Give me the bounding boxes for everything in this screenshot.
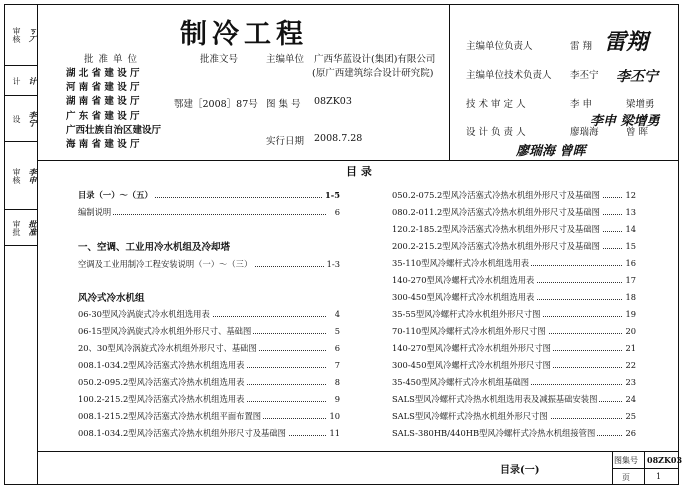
approval-unit: 广 东 省 建 设 厅 xyxy=(66,110,140,122)
toc-entry-label: 200.2-215.2型风冷活塞式冷热水机组外形尺寸及基础图 xyxy=(392,241,600,251)
sidebar-cell xyxy=(4,96,38,142)
atlas-number-label: 图 集 号 xyxy=(266,99,301,110)
toc-leader-dots xyxy=(78,214,326,215)
toc-entry[interactable] xyxy=(78,325,340,337)
approval-unit: 湖 南 省 建 设 厅 xyxy=(66,96,140,108)
approval-unit: 海 南 省 建 设 厅 xyxy=(66,139,140,151)
toc-entry-label: SALS型风冷螺杆式冷热水机组外形尺寸图 xyxy=(392,411,548,421)
footer-page-label: 页 xyxy=(622,473,630,482)
sidebar-cell xyxy=(4,66,38,96)
footer-atlas-number-label: 图集号 xyxy=(614,456,638,465)
approval-sidebar xyxy=(4,4,38,485)
toc-page-number: 21 xyxy=(625,343,636,353)
toc-entry[interactable] xyxy=(78,359,340,371)
responsible-name: 李 申 xyxy=(570,99,593,110)
toc-entry-label: 35-55型风冷螺杆式冷水机组外形尺寸图 xyxy=(392,309,541,319)
toc-entry-label: 008.1-034.2型风冷活塞式冷热水机组外形尺寸及基础图 xyxy=(78,428,286,438)
responsible-name-2: 梁增勇 xyxy=(626,99,655,110)
toc-page-number: 8 xyxy=(334,377,340,387)
toc-entry[interactable] xyxy=(78,393,340,405)
toc-page-number: 20 xyxy=(625,326,636,336)
toc-page-number: 12 xyxy=(625,190,636,200)
approval-unit: 湖 北 省 建 设 厅 xyxy=(66,68,140,79)
chief-unit-name: 广西华蓝设计(集团)有限公司 xyxy=(314,54,436,65)
responsible-name: 廖瑞海 xyxy=(570,127,599,138)
toc-entry[interactable] xyxy=(78,376,340,388)
sidebar-cell-label: 审批 xyxy=(12,219,21,236)
toc-entry-label: 120.2-185.2型风冷活塞式冷热水机组外形尺寸及基础图 xyxy=(392,224,600,234)
toc-entry-label: 35-450型风冷螺杆式冷水机组基础图 xyxy=(392,377,530,387)
toc-page-number: 6 xyxy=(334,343,340,353)
toc-section-heading: 一、空调、工业用冷水机组及冷却塔 xyxy=(78,242,231,253)
toc-entry[interactable] xyxy=(392,274,636,286)
sidebar-cell-label: 审核 xyxy=(12,26,21,43)
toc-entry[interactable] xyxy=(78,308,340,320)
toc-entry-label: SALS型风冷螺杆式冷热水机组选用表及减振基础安装图 xyxy=(392,394,598,404)
toc-entry-label: 140-270型风冷螺杆式冷水机组外形尺寸图 xyxy=(392,343,551,353)
toc-heading: 目 录 xyxy=(346,165,372,178)
toc-entry-label: 空调及工业用制冷工程安装说明（一）～（三） xyxy=(78,259,253,269)
toc-entry-label: 06-30型风冷涡旋式冷水机组选用表 xyxy=(78,309,210,319)
toc-page-number: 25 xyxy=(625,411,636,421)
approval-doc-number: 鄂建［2008］87号 xyxy=(174,99,258,110)
toc-page-number: 14 xyxy=(625,224,636,234)
responsible-name-2: 曾 晖 xyxy=(626,127,649,138)
sidebar-cell-signature: 批准 xyxy=(28,219,37,236)
toc-page-number: 5 xyxy=(334,326,340,336)
toc-entry[interactable] xyxy=(392,410,636,422)
chief-unit-former-name: (原广西建筑综合设计研究院) xyxy=(312,68,434,79)
toc-entry-label: 008.1-215.2型风冷活塞式冷热水机组平面布置图 xyxy=(78,411,262,421)
toc-page-number: 18 xyxy=(625,292,636,302)
toc-entry[interactable] xyxy=(392,240,636,252)
approval-unit: 广西壮族自治区建设厅 xyxy=(66,124,162,136)
toc-entry[interactable] xyxy=(392,376,636,388)
approval-doc-label: 批准文号 xyxy=(200,54,239,65)
page-title: 制冷工程 xyxy=(180,19,308,50)
responsible-signature: 李申 梁增勇 xyxy=(590,114,660,129)
responsible-signature: 廖瑞海 曾晖 xyxy=(516,144,586,159)
toc-entry[interactable] xyxy=(392,189,636,201)
toc-entry-label: 300-450型风冷螺杆式冷水机组选用表 xyxy=(392,292,535,302)
footer-title: 目录(一) xyxy=(500,465,540,476)
toc-entry-label: 编制说明 xyxy=(78,207,112,217)
sidebar-cell-signature: 计 xyxy=(28,76,37,85)
approval-unit: 河 南 省 建 设 厅 xyxy=(66,82,140,94)
toc-entry[interactable] xyxy=(392,291,636,303)
toc-page-number: 24 xyxy=(625,394,636,404)
toc-page-number: 10 xyxy=(329,411,340,421)
toc-page-number: 22 xyxy=(625,360,636,370)
responsible-signature: 李丕宁 xyxy=(616,69,658,85)
toc-entry[interactable] xyxy=(392,427,636,439)
toc-page-number: 1-3 xyxy=(326,259,340,269)
toc-entry[interactable] xyxy=(392,308,636,320)
toc-entry[interactable] xyxy=(78,342,340,354)
header-divider xyxy=(38,160,679,161)
toc-page-number: 7 xyxy=(334,360,340,370)
toc-entry[interactable] xyxy=(78,189,340,201)
toc-entry-label: 目录（一）～（五） xyxy=(78,190,153,200)
toc-entry-label: SALS-380HB/440HB型风冷螺杆式冷热水机组接管图 xyxy=(392,428,596,438)
toc-entry[interactable] xyxy=(78,258,340,270)
header-vertical-divider xyxy=(449,4,450,160)
toc-entry[interactable] xyxy=(392,359,636,371)
toc-page-number: 11 xyxy=(329,428,340,438)
footer-page-number: 1 xyxy=(656,472,662,481)
toc-page-number: 6 xyxy=(334,207,340,217)
toc-page-number: 9 xyxy=(334,394,340,404)
effective-date-label: 实行日期 xyxy=(266,136,305,147)
toc-page-number: 4 xyxy=(334,309,340,319)
toc-entry[interactable] xyxy=(78,427,340,439)
toc-entry-label: 300-450型风冷螺杆式冷水机组外形尺寸图 xyxy=(392,360,551,370)
sidebar-cell-signature: 李申 xyxy=(28,167,37,184)
footer-atlas-number: 08ZK03 xyxy=(647,455,683,465)
toc-entry-label: 20、30型风冷涡旋式冷水机组外形尺寸、基础图 xyxy=(78,343,257,353)
approval-unit-label: 批 准 单 位 xyxy=(84,54,139,65)
toc-entry[interactable] xyxy=(392,206,636,218)
sidebar-cell xyxy=(4,210,38,246)
toc-page-number: 23 xyxy=(625,377,636,387)
toc-entry-label: 080.2-011.2型风冷活塞式冷热水机组外形尺寸及基础图 xyxy=(392,207,600,217)
responsible-role: 技 术 审 定 人 xyxy=(466,99,526,110)
atlas-number: 08ZK03 xyxy=(314,96,352,107)
sidebar-cell xyxy=(4,4,38,66)
toc-entry[interactable] xyxy=(392,393,636,405)
toc-entry[interactable] xyxy=(78,410,340,422)
sidebar-cell-label: 审核 xyxy=(12,167,21,184)
responsible-role: 主编单位技术负责人 xyxy=(466,70,552,81)
toc-entry-label: 050.2-075.2型风冷活塞式冷热水机组外形尺寸及基础图 xyxy=(392,190,600,200)
responsible-name: 李丕宁 xyxy=(570,70,599,81)
responsible-role: 设 计 负 责 人 xyxy=(466,127,526,138)
toc-entry-label: 70-110型风冷螺杆式冷水机组外形尺寸图 xyxy=(392,326,546,336)
sidebar-cell-signature: 李宁 xyxy=(28,110,37,127)
toc-entry[interactable] xyxy=(78,206,340,218)
toc-entry-label: 140-270型风冷螺杆式冷水机组选用表 xyxy=(392,275,535,285)
footer-divider-h xyxy=(612,468,679,469)
toc-entry[interactable] xyxy=(392,257,636,269)
sidebar-cell xyxy=(4,142,38,210)
toc-entry-label: 050.2-095.2型风冷活塞式冷热水机组选用表 xyxy=(78,377,245,387)
chief-unit-label: 主编单位 xyxy=(266,54,305,65)
toc-page-number: 15 xyxy=(625,241,636,251)
toc-entry-label: 06-15型风冷涡旋式冷水机组外形尺寸、基础图 xyxy=(78,326,252,336)
sidebar-cell-signature: ㄎ丆 xyxy=(28,26,37,43)
sidebar-cell-label: 设 xyxy=(12,114,21,123)
toc-page-number: 17 xyxy=(625,275,636,285)
toc-page-number: 16 xyxy=(625,258,636,268)
toc-entry[interactable] xyxy=(392,342,636,354)
toc-section-heading: 风冷式冷水机组 xyxy=(78,293,145,304)
footer-divider xyxy=(38,451,679,452)
toc-entry-label: 35-110型风冷螺杆式冷水机组选用表 xyxy=(392,258,530,268)
responsible-name: 雷 翔 xyxy=(570,41,593,52)
toc-entry[interactable] xyxy=(392,223,636,235)
toc-entry[interactable] xyxy=(392,325,636,337)
toc-page-number: 26 xyxy=(625,428,636,438)
toc-page-number: 19 xyxy=(625,309,636,319)
toc-page-number: 1-5 xyxy=(325,190,340,200)
responsible-signature: 雷翔 xyxy=(604,30,649,55)
toc-entry-label: 008.1-034.2型风冷活塞式冷热水机组选用表 xyxy=(78,360,245,370)
effective-date: 2008.7.28 xyxy=(314,133,363,144)
sidebar-cell-label: 计 xyxy=(12,76,21,85)
toc-entry-label: 100.2-215.2型风冷活塞式冷热水机组选用表 xyxy=(78,394,245,404)
responsible-role: 主编单位负责人 xyxy=(466,41,533,52)
toc-page-number: 13 xyxy=(625,207,636,217)
